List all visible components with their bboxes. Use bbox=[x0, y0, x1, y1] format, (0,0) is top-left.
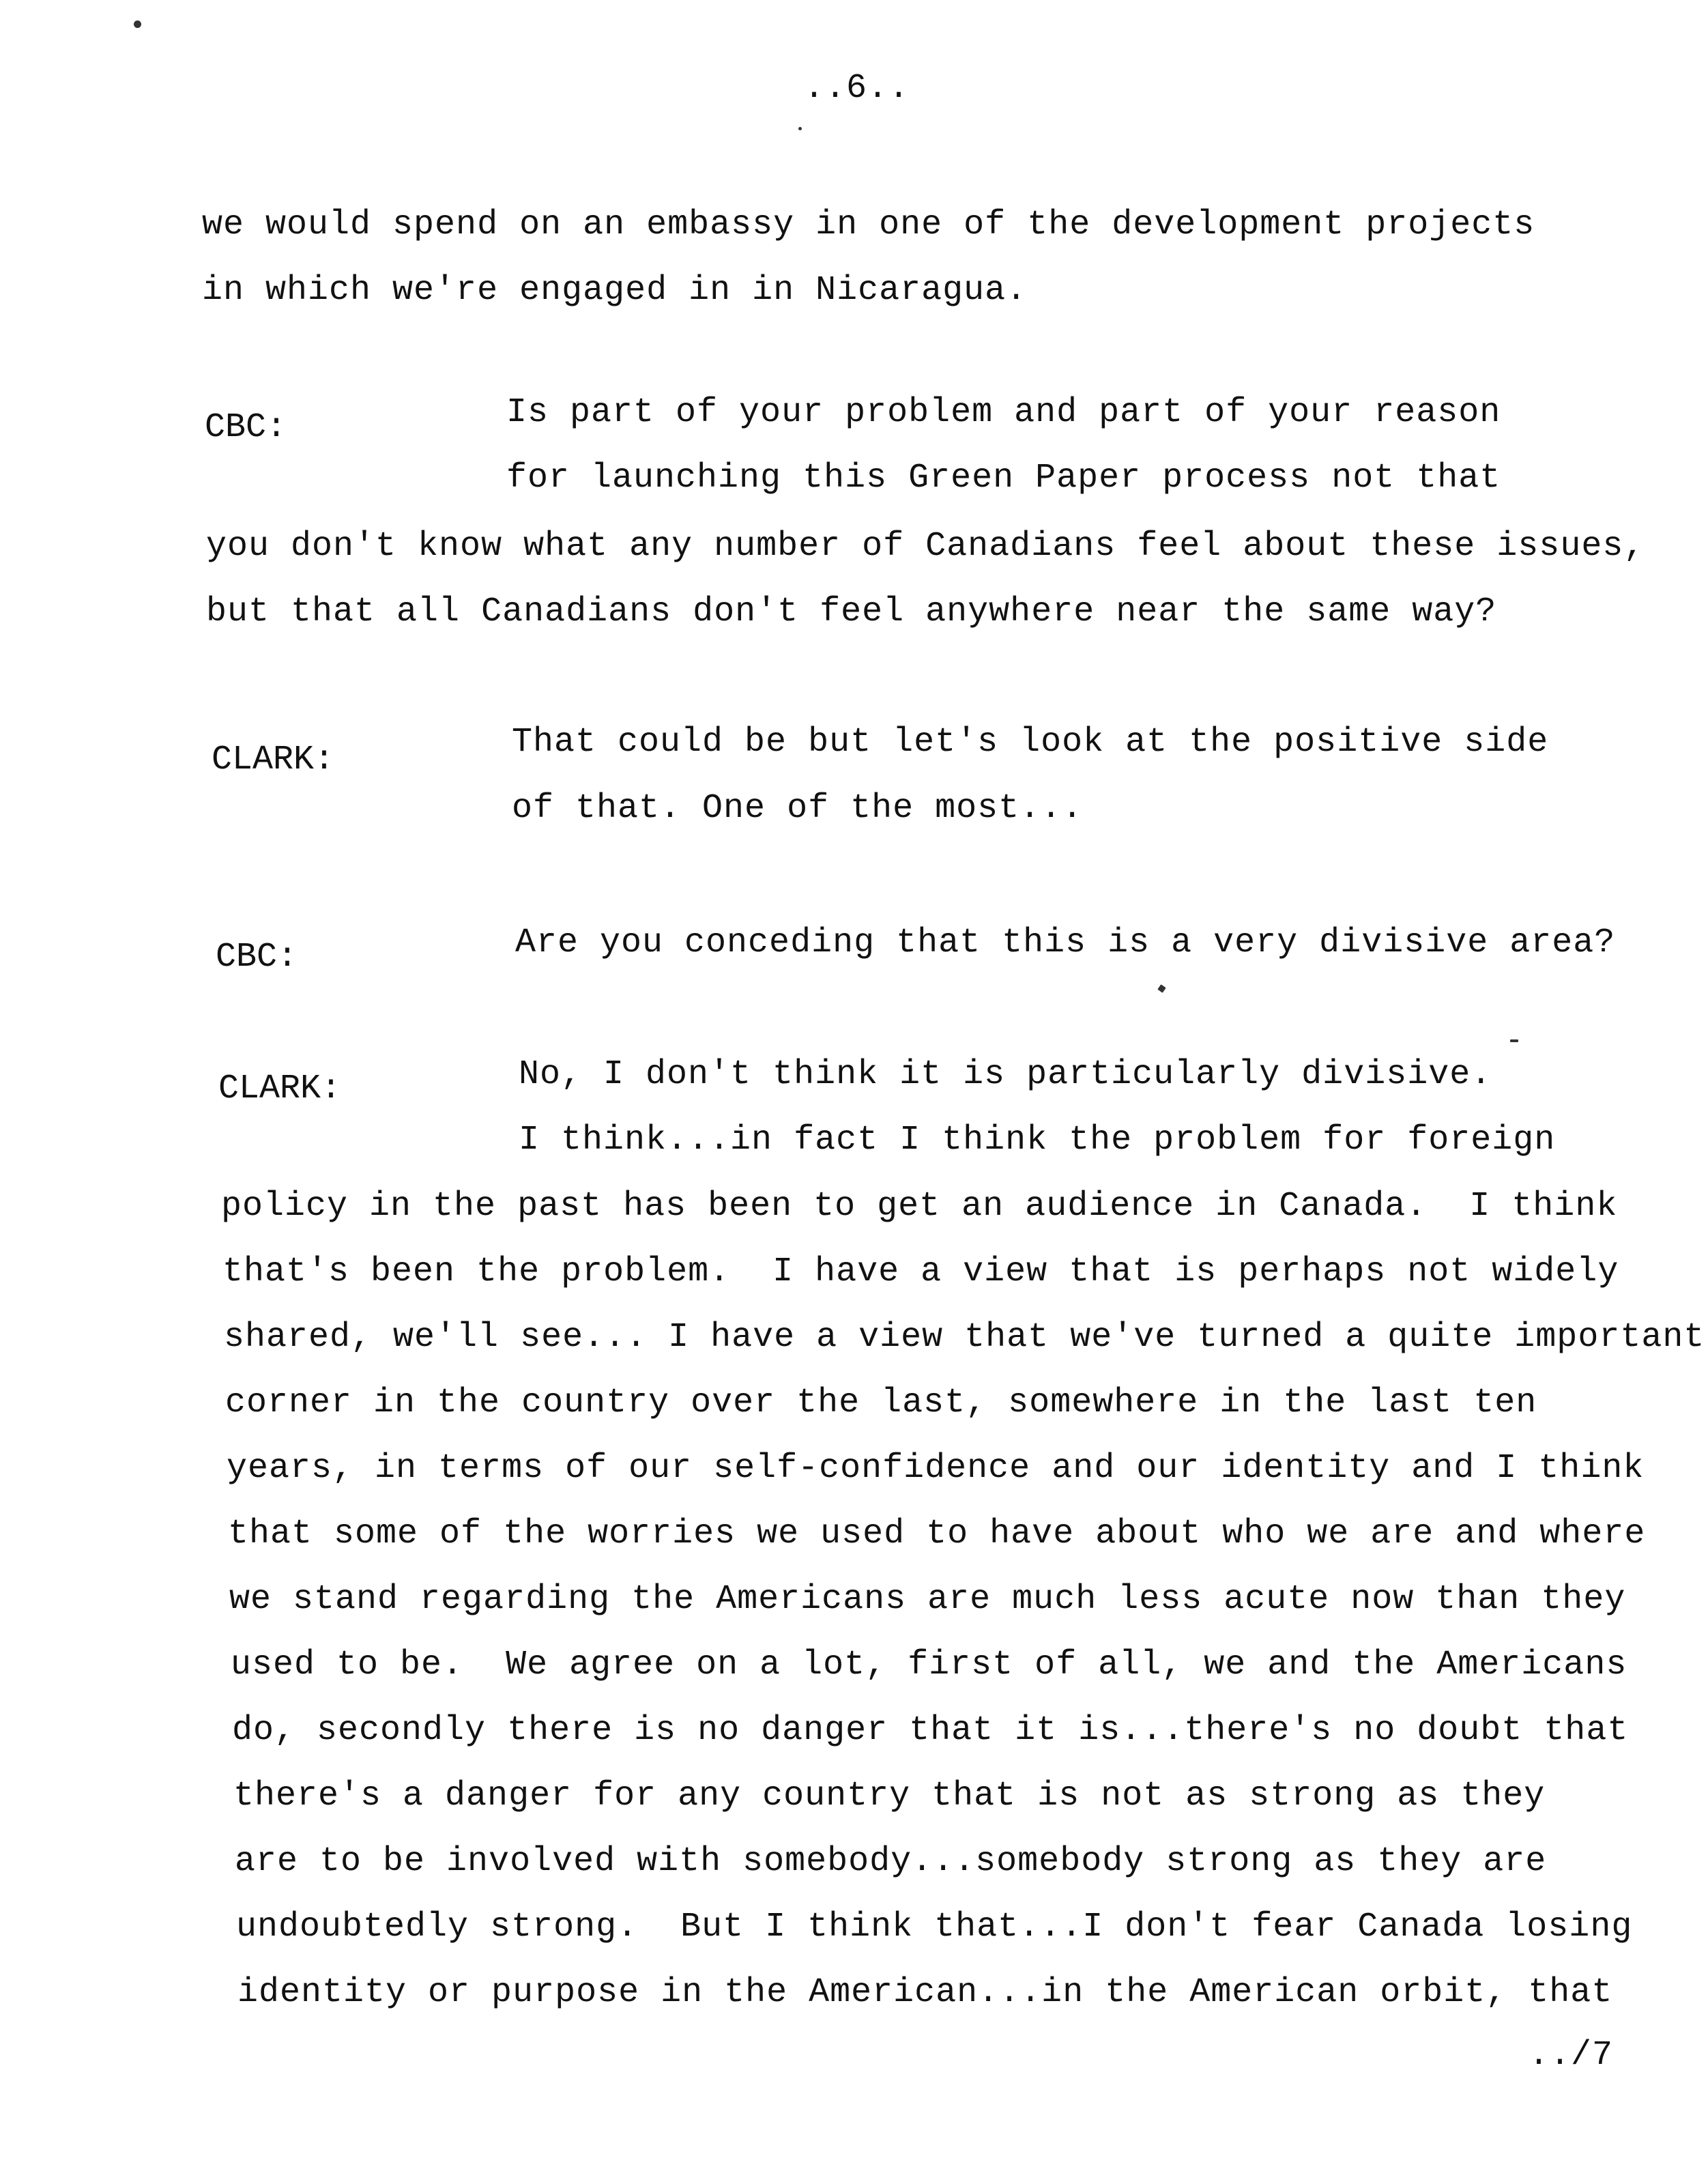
dialogue-line: but that all Canadians don't feel anywhere near the same way? bbox=[206, 592, 1497, 631]
dialogue-line: we stand regarding the Americans are much less acute now than they bbox=[229, 1580, 1626, 1619]
speaker-label: CLARK: bbox=[218, 1069, 342, 1108]
dialogue-line: shared, we'll see... I have a view that we've turned a quite important bbox=[224, 1318, 1705, 1357]
speaker-label: CBC: bbox=[205, 408, 287, 447]
dialogue-line: that some of the worries we used to have about who we are and where bbox=[228, 1514, 1646, 1553]
dialogue-line: do, secondly there is no danger that it is...there's no doubt that bbox=[232, 1711, 1629, 1750]
page-number: ..6.. bbox=[804, 69, 910, 108]
dialogue-line: Is part of your problem and part of your reason bbox=[506, 393, 1501, 432]
dialogue-line: are to be involved with somebody...somebody strong as they are bbox=[235, 1842, 1547, 1881]
dialogue-line: years, in terms of our self-confidence and our identity and I think bbox=[227, 1449, 1645, 1488]
dialogue-line: for launching this Green Paper process not that bbox=[506, 459, 1501, 498]
dialogue-line: used to be. We agree on a lot, first of all, we and the Americans bbox=[231, 1646, 1627, 1684]
dialogue-line: I think...in fact I think the problem for foreign bbox=[519, 1121, 1556, 1160]
dialogue-line: of that. One of the most... bbox=[512, 789, 1084, 828]
scan-speck bbox=[134, 20, 141, 28]
speaker-label: CLARK: bbox=[212, 741, 335, 779]
intro-line: in which we're engaged in in Nicaragua. bbox=[202, 271, 1028, 310]
dialogue-line: policy in the past has been to get an audience in Canada. I think bbox=[221, 1187, 1618, 1226]
scan-speck bbox=[798, 127, 802, 130]
dialogue-line: identity or purpose in the American...in the American orbit, that bbox=[237, 1973, 1613, 2012]
continuation-marker: ../7 bbox=[1529, 2036, 1614, 2075]
dialogue-line: No, I don't think it is particularly divisive. bbox=[519, 1055, 1492, 1094]
dialogue-line: there's a danger for any country that is not as strong as they bbox=[233, 1777, 1546, 1815]
dialogue-line: corner in the country over the last, somewhere in the last ten bbox=[225, 1383, 1537, 1422]
intro-line: we would spend on an embassy in one of the development projects bbox=[202, 205, 1535, 244]
speaker-label: CBC: bbox=[216, 938, 298, 977]
dialogue-line: undoubtedly strong. But I think that...I don't fear Canada losing bbox=[236, 1908, 1633, 1946]
dialogue-line: Are you conceding that this is a very divisive area? bbox=[515, 923, 1616, 962]
scan-speck bbox=[1157, 984, 1166, 993]
dialogue-line: that's been the problem. I have a view that is perhaps not widely bbox=[222, 1252, 1619, 1291]
dialogue-line: you don't know what any number of Canadians feel about these issues, bbox=[206, 527, 1645, 566]
dialogue-line: That could be but let's look at the positive side bbox=[512, 723, 1549, 762]
scan-speck bbox=[1510, 1039, 1518, 1042]
